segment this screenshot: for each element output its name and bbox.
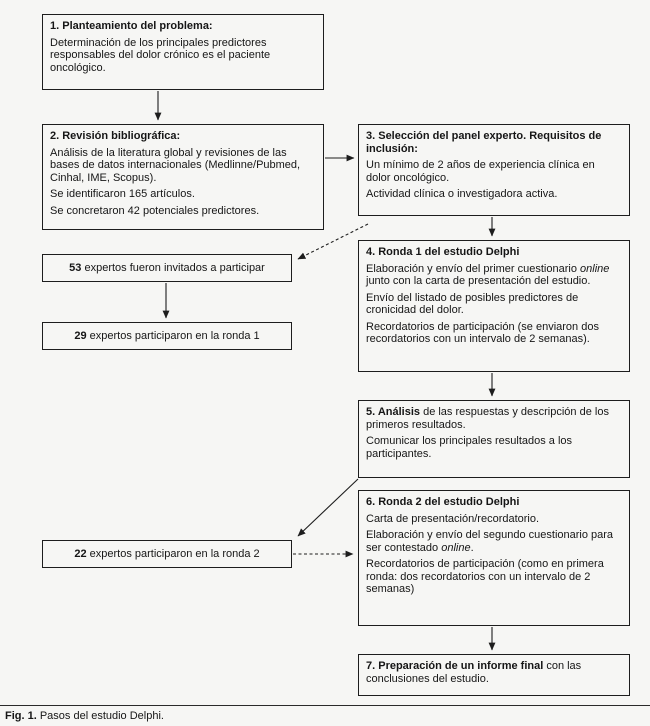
round2-participants-count: 22 bbox=[74, 547, 87, 560]
round1-participants-count: 29 bbox=[74, 329, 87, 342]
box-analysis-title-bold: 5. Análisis bbox=[366, 406, 421, 418]
caption-divider bbox=[0, 705, 650, 706]
box-round1-title: 4. Ronda 1 del estudio Delphi bbox=[366, 246, 520, 258]
box-round1-p1-online: online bbox=[580, 262, 610, 275]
box-panel-p2: Actividad clínica o investigadora activa. bbox=[366, 188, 558, 200]
box-delphi-round2 bbox=[358, 490, 630, 626]
box-round1-participants bbox=[42, 322, 292, 350]
box-invited-experts bbox=[42, 254, 292, 282]
box-analysis bbox=[358, 400, 630, 478]
round1-participants-text bbox=[74, 330, 259, 343]
box-round1-p1-pre: Elaboración y envío del primer cuestionario bbox=[366, 262, 581, 275]
box-problem-title: 1. Planteamiento del problema: bbox=[50, 20, 213, 32]
round2-participants-text bbox=[74, 548, 259, 561]
box-expert-panel-selection bbox=[358, 124, 630, 216]
box-delphi-round1 bbox=[358, 240, 630, 372]
round2-participants-label: expertos participaron en la ronda 2 bbox=[86, 547, 260, 560]
invited-experts-label: expertos fueron invitados a participar bbox=[81, 261, 265, 274]
box-literature-p1: Análisis de la literatura global y revisiones de las bases de datos internacionales (Medlinne/Pubmed, Cinhal, IME, Scopus). bbox=[50, 146, 301, 184]
box-round2-p2-online: online bbox=[441, 541, 471, 554]
box-final-report-text bbox=[366, 660, 622, 685]
box-panel-p1: Un mínimo de 2 años de experiencia clínica en dolor oncológico. bbox=[366, 159, 595, 184]
round1-participants-label: expertos participaron en la ronda 1 bbox=[86, 329, 260, 342]
box-analysis-p2: Comunicar los principales resultados a los participantes. bbox=[366, 435, 573, 460]
box-round1-p1 bbox=[366, 263, 622, 288]
box-literature-review bbox=[42, 124, 324, 230]
box-round2-title: 6. Ronda 2 del estudio Delphi bbox=[366, 496, 520, 508]
box-final-report bbox=[358, 654, 630, 696]
box-round2-participants bbox=[42, 540, 292, 568]
invited-experts-count: 53 bbox=[69, 261, 82, 274]
box-round1-p1-post: junto con la carta de presentación del estudio. bbox=[366, 275, 591, 287]
box-panel-title: 3. Selección del panel experto. Requisitos de inclusión: bbox=[366, 130, 602, 155]
box-analysis-title-rest: de las respuestas y descripción de los primeros resultados. bbox=[366, 406, 609, 431]
figure-caption bbox=[5, 710, 164, 723]
figure-caption-text: Pasos del estudio Delphi. bbox=[36, 710, 164, 722]
box-literature-title: 2. Revisión bibliográfica: bbox=[50, 130, 181, 142]
box-analysis-title bbox=[366, 406, 622, 431]
box-round2-p2 bbox=[366, 529, 622, 554]
box-round2-p2-pre: Elaboración y envío del segundo cuestionario para ser contestado bbox=[366, 529, 614, 554]
box-final-report-rest: con las conclusiones del estudio. bbox=[366, 660, 582, 685]
box-round2-p1: Carta de presentación/recordatorio. bbox=[366, 512, 540, 525]
arrow-step5-to-round2 bbox=[298, 479, 358, 536]
box-round1-p2: Envío del listado de posibles predictores de cronicidad del dolor. bbox=[366, 291, 579, 316]
figure-caption-label: Fig. 1. bbox=[5, 710, 37, 722]
box-problem-body: Determinación de los principales predictores responsables del dolor crónico es el paciente oncológico. bbox=[50, 36, 271, 74]
box-round1-p3: Recordatorios de participación (se enviaron dos recordatorios con un intervalo de 2 semanas). bbox=[366, 320, 599, 345]
box-literature-p2: Se identificaron 165 artículos. bbox=[50, 188, 195, 200]
box-literature-p3: Se concretaron 42 potenciales predictores. bbox=[50, 204, 260, 217]
box-round2-p2-post: . bbox=[470, 541, 474, 554]
invited-experts-text bbox=[69, 262, 265, 275]
box-final-report-bold: 7. Preparación de un informe final bbox=[366, 660, 544, 672]
box-round2-p3: Recordatorios de participación (como en primera ronda: dos recordatorios con un intervalo de 2 semanas) bbox=[366, 558, 604, 595]
box-problem-statement bbox=[42, 14, 324, 90]
